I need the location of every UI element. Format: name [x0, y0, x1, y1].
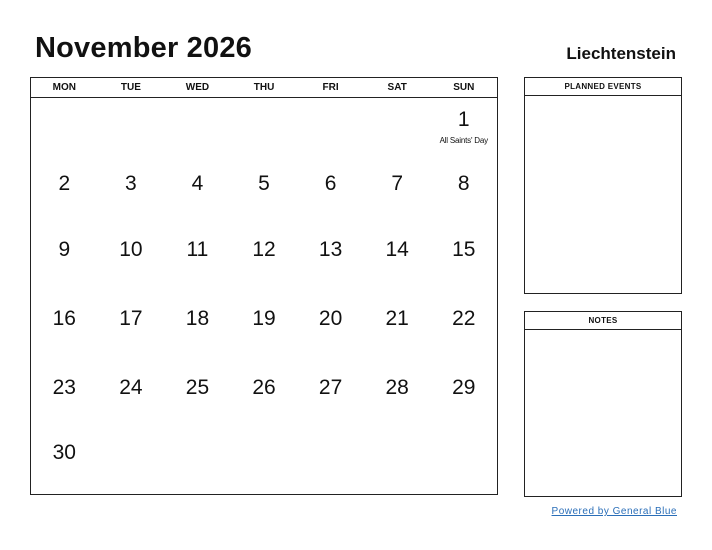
day-cell [231, 108, 298, 145]
day-cell [31, 238, 98, 262]
day-cell [364, 108, 431, 145]
planned-events-title: PLANNED EVENTS [525, 78, 681, 96]
day-number: 8 [457, 172, 470, 195]
day-number: 21 [385, 307, 409, 330]
day-cell [430, 376, 497, 400]
day-number: 9 [58, 238, 71, 261]
notes-panel [524, 311, 682, 497]
dow-mon: MON [52, 82, 76, 93]
day-cell [430, 441, 497, 465]
day-number: 20 [318, 307, 343, 330]
day-cell [98, 238, 165, 262]
day-number: 27 [318, 376, 343, 399]
calendar-title: November 2026 [35, 32, 252, 64]
notes-title: NOTES [525, 312, 681, 330]
day-cell [231, 376, 298, 400]
day-number: 23 [52, 376, 76, 399]
day-cell [430, 108, 497, 145]
calendar-grid [30, 77, 498, 495]
day-cell [297, 108, 364, 145]
dow-sat: SAT [387, 82, 407, 93]
day-cell [31, 108, 98, 145]
day-number: 5 [258, 172, 270, 195]
day-number: 29 [452, 376, 476, 399]
day-number: 3 [125, 172, 137, 195]
day-number: 1 [457, 108, 470, 131]
calendar-days [31, 98, 497, 496]
dow-fri: FRI [322, 82, 339, 93]
day-number: 18 [185, 307, 210, 330]
week-row [31, 238, 497, 262]
day-number: 25 [185, 376, 210, 399]
day-number: 14 [385, 238, 409, 261]
day-number: 22 [452, 307, 476, 330]
day-number: 16 [52, 307, 76, 330]
day-cell [164, 307, 231, 331]
day-number: 10 [119, 238, 143, 261]
day-cell [364, 238, 431, 262]
day-number: 11 [186, 238, 209, 261]
day-cell [430, 238, 497, 262]
day-number: 12 [252, 238, 276, 261]
day-cell [98, 376, 165, 400]
day-number: 19 [252, 307, 276, 330]
day-number: 30 [52, 441, 76, 464]
day-cell [164, 441, 231, 465]
week-row [31, 441, 497, 465]
day-cell [98, 108, 165, 145]
day-cell [98, 441, 165, 465]
dow-wed: WED [185, 82, 210, 93]
powered-by-link[interactable]: Powered by General Blue [551, 506, 677, 517]
planned-events-panel [524, 77, 682, 294]
day-cell [364, 172, 431, 196]
day-number: 6 [324, 172, 337, 195]
day-cell [164, 238, 231, 262]
day-cell [164, 108, 231, 145]
day-number: 7 [391, 172, 404, 195]
day-cell [98, 307, 165, 331]
week-row [31, 376, 497, 400]
day-cell [297, 307, 364, 331]
day-cell [430, 307, 497, 331]
day-of-week-header [31, 78, 497, 98]
day-number: 28 [385, 376, 409, 399]
day-cell [364, 441, 431, 465]
day-cell [164, 376, 231, 400]
day-cell [31, 172, 98, 196]
day-cell [231, 307, 298, 331]
day-cell [31, 376, 98, 400]
day-cell [297, 238, 364, 262]
day-cell [297, 376, 364, 400]
day-number: 17 [119, 307, 143, 330]
country-label: Liechtenstein [566, 44, 676, 63]
holiday-label: All Saints' Day [439, 136, 488, 145]
day-cell [231, 238, 298, 262]
week-row [31, 172, 497, 196]
dow-thu: THU [253, 82, 275, 93]
day-number: 26 [252, 376, 276, 399]
day-number: 15 [452, 238, 476, 261]
week-row [31, 108, 497, 145]
day-number: 13 [318, 238, 343, 261]
day-number: 2 [58, 172, 71, 195]
dow-sun: SUN [453, 82, 475, 93]
day-cell [364, 376, 431, 400]
day-number: 4 [191, 172, 204, 195]
day-cell [297, 172, 364, 196]
day-cell [297, 441, 364, 465]
day-cell [164, 172, 231, 196]
week-row [31, 307, 497, 331]
day-cell [31, 307, 98, 331]
day-number: 24 [119, 376, 143, 399]
day-cell [231, 172, 298, 196]
day-cell [364, 307, 431, 331]
day-cell [231, 441, 298, 465]
day-cell [98, 172, 165, 196]
dow-tue: TUE [120, 82, 141, 93]
day-cell [430, 172, 497, 196]
day-cell [31, 441, 98, 465]
